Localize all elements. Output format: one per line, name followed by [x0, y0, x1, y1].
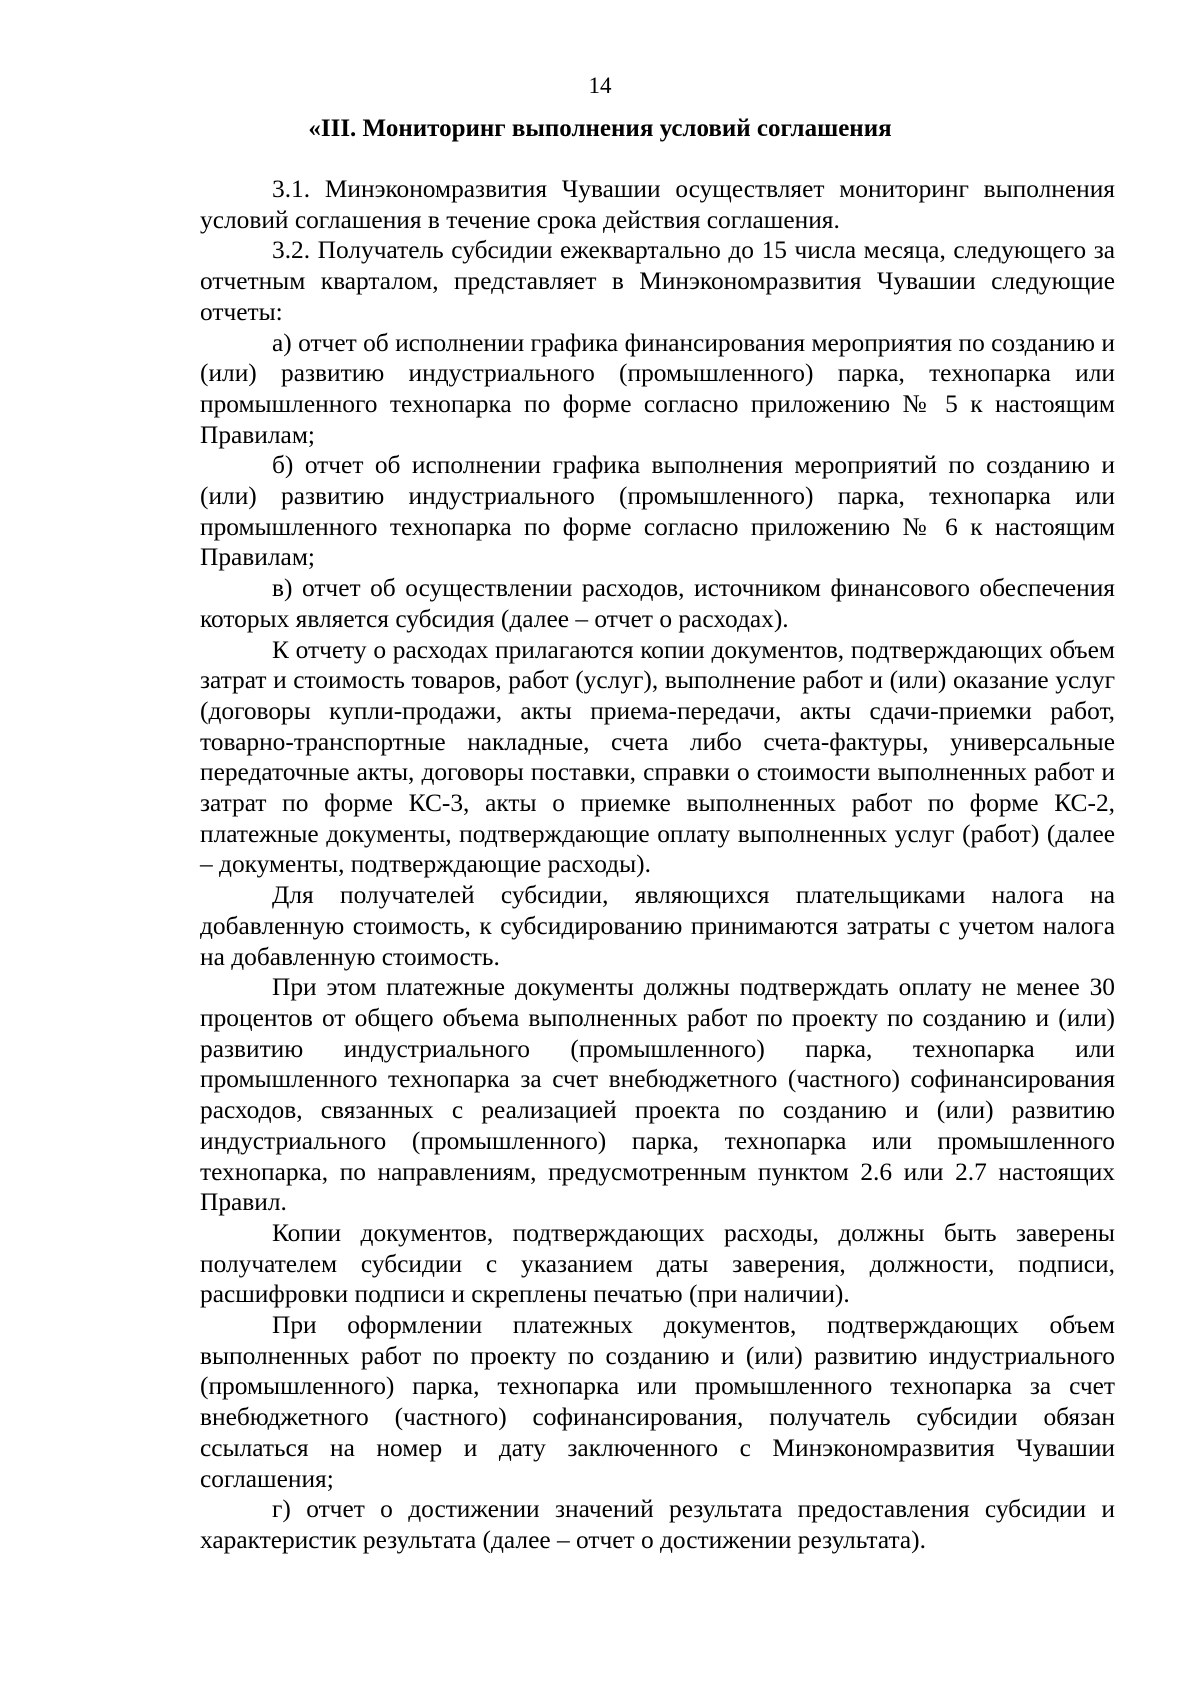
- paragraph-certified-copies: Копии документов, подтверждающих расходы, должны быть заверены получателем субсидии с указанием даты заверения, должности, подписи, расшифровки подписи и скреплены печатью (при наличии).: [200, 1218, 1115, 1309]
- paragraph-payment-share: При этом платежные документы должны подтверждать оплату не менее 30 процентов от общего объема выполненных работ по проекту по созданию и (или) развитию индустриального (промышленного) парка, технопарка или промышленного технопарка за счет внебюджетного (частного) софинансирования расходов, связанных с реализацией проекта по созданию и (или) развитию индустриального (промышленного) парка, технопарка или промышленного технопарка, по направлениям, предусмотренным пунктом 2.6 или 2.7 настоящих Правил.: [200, 973, 1115, 1217]
- body-text: [200, 174, 1115, 1556]
- paragraph-vat: Для получателей субсидии, являющихся плательщиками налога на добавленную стоимость, к субсидированию принимаются затраты с учетом налога на добавленную стоимость.: [200, 881, 1115, 971]
- page-number: 14: [588, 73, 612, 98]
- paragraph-item-v: в) отчет об осуществлении расходов, источником финансового обеспечения которых является субсидия (далее – отчет о расходах).: [200, 574, 1115, 633]
- paragraph-payment-reference: При оформлении платежных документов, подтверждающих объем выполненных работ по проекту по созданию и (или) развитию индустриального (промышленного) парка, технопарка или промышленного технопарка за счет внебюджетного (частного) софинансирования, получатель субсидии обязан ссылаться на номер и дату заключенного с Минэкономразвития Чувашии соглашения;: [200, 1311, 1115, 1493]
- section-heading: «III. Мониторинг выполнения условий соглашения: [308, 115, 892, 142]
- paragraph-item-g: г) отчет о достижении значений результата предоставления субсидии и характеристик результата (далее – отчет о достижении результата).: [200, 1495, 1115, 1554]
- paragraph-item-b: б) отчет об исполнении графика выполнения мероприятий по созданию и (или) развитию индустриального (промышленного) парка, технопарка или промышленного технопарка по форме согласно приложению № 6 к настоящим Правилам;: [200, 451, 1115, 572]
- paragraph-expense-documents: К отчету о расходах прилагаются копии документов, подтверждающих объем затрат и стоимость товаров, работ (услуг), выполнение работ и (или) оказание услуг (договоры купли-продажи, акты приема-передачи, акты сдачи-приемки работ, товарно-транспортные накладные, счета либо счета-фактуры, универсальные передаточные акты, договоры поставки, справки о стоимости выполненных работ и затрат по форме КС-3, акты о приемке выполненных работ по форме КС-2, платежные документы, подтверждающие оплату выполненных услуг (работ) (далее – документы, подтверждающие расходы).: [200, 635, 1115, 879]
- paragraph-3-2: 3.2. Получатель субсидии ежеквартально до 15 числа месяца, следующего за отчетным кварталом, представляет в Минэкономразвития Чувашии следующие отчеты:: [200, 236, 1115, 326]
- paragraph-item-a: а) отчет об исполнении графика финансирования мероприятия по созданию и (или) развитию индустриального (промышленного) парка, технопарка или промышленного технопарка по форме согласно приложению № 5 к настоящим Правилам;: [200, 328, 1115, 449]
- paragraph-3-1: 3.1. Минэкономразвития Чувашии осуществляет мониторинг выполнения условий соглашения в течение срока действия соглашения.: [200, 175, 1115, 234]
